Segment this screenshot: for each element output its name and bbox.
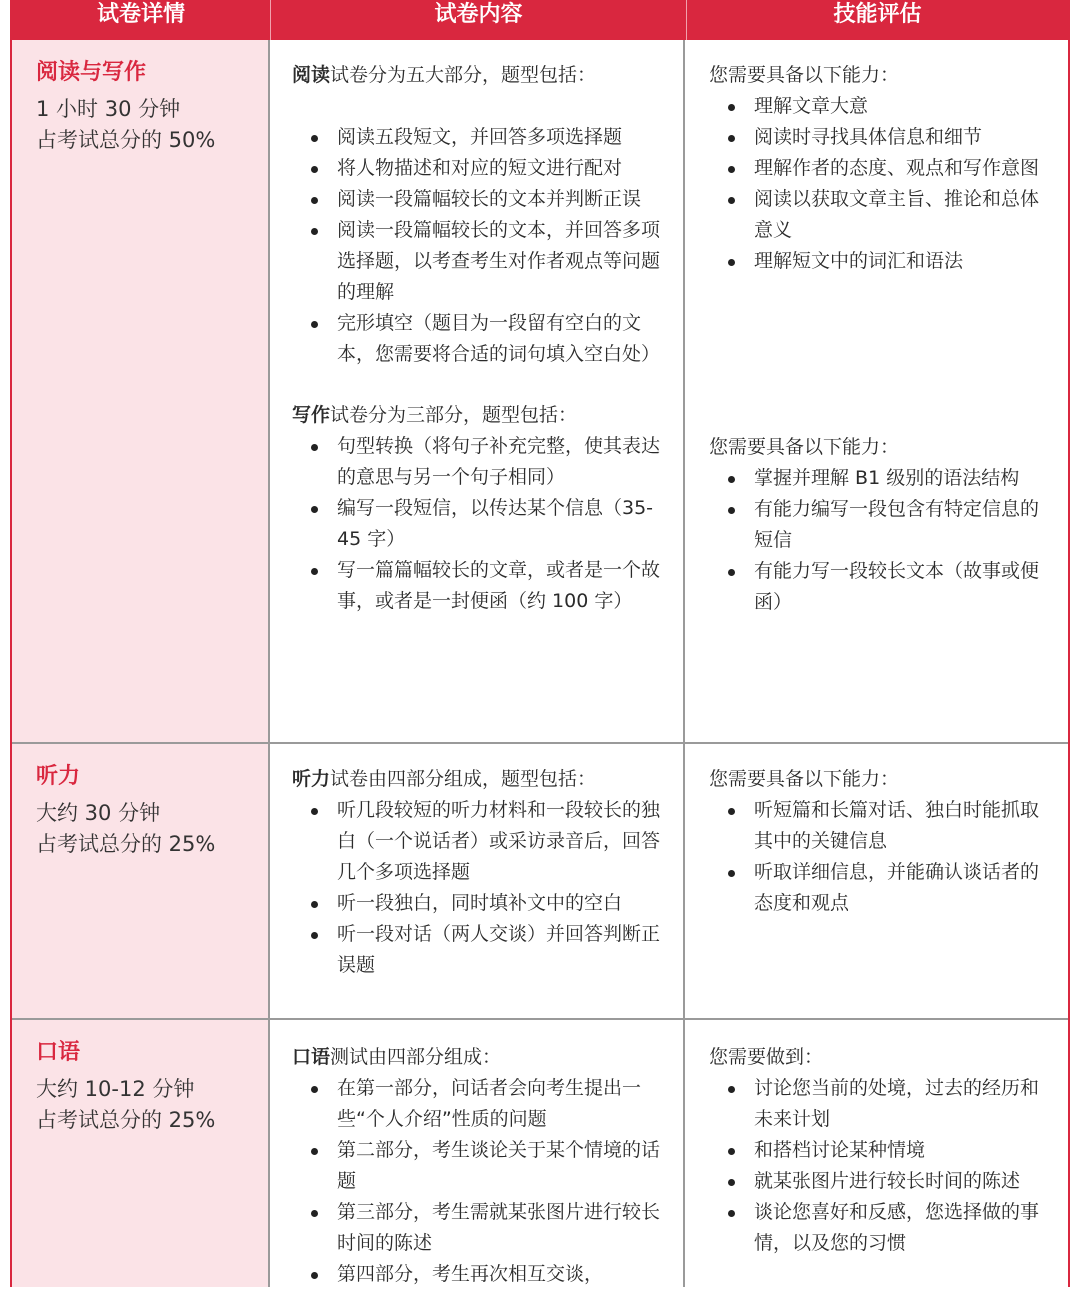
speaking-skills-intro: 您需要做到： [709,1046,824,1068]
section-skills-listening [685,744,1068,1018]
list-item: 听一段对话（两人交谈）并回答判断正误题 [292,919,663,981]
speaking-intro-text: 测试由四部分组成： [330,1046,502,1068]
list-item: 阅读一段篇幅较长的文本并判断正误 [292,184,663,215]
list-item: 有能力编写一段包含有特定信息的短信 [709,494,1048,556]
reading-lead: 阅读 [292,64,331,86]
writing-skills-intro: 您需要具备以下能力： [709,436,900,458]
list-item: 听取详细信息，并能确认谈话者的态度和观点 [709,857,1048,919]
listening-skills-list [709,795,1048,919]
list-item: 将人物描述和对应的短文进行配对 [292,153,663,184]
table-header [12,0,1068,40]
list-item: 理解文章大意 [709,91,1048,122]
listening-lead: 听力 [292,768,331,790]
list-item: 听一段独白，同时填补文中的空白 [292,888,663,919]
row-reading-writing [12,40,1068,742]
row-speaking [12,1020,1068,1287]
list-item: 和搭档讨论某种情境 [709,1135,1048,1166]
section-weight: 占考试总分的 25% [36,832,216,856]
section-duration: 1 小时 30 分钟 [36,97,181,121]
list-item: 听几段较短的听力材料和一段较长的独白（一个说话者）或采访录音后，回答几个多项选择题 [292,795,663,888]
writing-intro-text: 试卷分为三部分，题型包括： [330,404,578,426]
reading-task-list [292,122,663,370]
listening-intro [292,764,663,795]
section-skills-speaking [685,1020,1068,1287]
list-item: 阅读以获取文章主旨、推论和总体意义 [709,184,1048,246]
reading-intro [292,60,663,91]
section-details-reading-writing [12,40,270,742]
section-title: 口语 [36,1040,81,1065]
section-skills-reading-writing [685,40,1068,742]
speaking-skills-list [709,1073,1048,1259]
reading-skills-intro: 您需要具备以下能力： [709,64,900,86]
section-content-reading-writing [270,40,685,742]
header-exam-content: 试卷内容 [271,0,687,40]
section-content-speaking [270,1020,685,1287]
listening-task-list [292,795,663,981]
reading-intro-text: 试卷分为五大部分，题型包括： [330,64,597,86]
list-item: 讨论您当前的处境，过去的经历和未来计划 [709,1073,1048,1135]
list-item: 完形填空（题目为一段留有空白的文本，您需要将合适的词句填入空白处） [292,308,663,370]
speaking-task-list [292,1073,663,1290]
writing-task-list [292,431,663,617]
list-item: 阅读五段短文，并回答多项选择题 [292,122,663,153]
section-content-listening [270,744,685,1018]
section-details-listening [12,744,270,1018]
list-item: 第二部分，考生谈论关于某个情境的话题 [292,1135,663,1197]
writing-skills-list [709,463,1048,618]
list-item: 理解作者的态度、观点和写作意图 [709,153,1048,184]
list-item: 掌握并理解 B1 级别的语法结构 [709,463,1048,494]
speaking-lead: 口语 [292,1046,331,1068]
list-item: 听短篇和长篇对话、独白时能抓取其中的关键信息 [709,795,1048,857]
listening-skills-intro: 您需要具备以下能力： [709,768,900,790]
section-weight: 占考试总分的 50% [36,128,216,152]
section-title: 听力 [36,764,81,789]
list-item: 谈论您喜好和反感，您选择做的事情，以及您的习惯 [709,1197,1048,1259]
exam-table [10,0,1070,1287]
speaking-intro [292,1042,663,1073]
list-item: 在第一部分，问话者会向考生提出一些“个人介绍”性质的问题 [292,1073,663,1135]
writing-lead: 写作 [292,404,331,426]
reading-skills-list [709,91,1048,277]
header-skills-assessment: 技能评估 [833,2,922,27]
section-title: 阅读与写作 [36,60,147,85]
section-duration: 大约 30 分钟 [36,801,161,825]
list-item: 第四部分，考生再次相互交谈， [292,1259,663,1290]
list-item: 理解短文中的词汇和语法 [709,246,1048,277]
list-item: 阅读一段篇幅较长的文本，并回答多项选择题，以考查考生对作者观点等问题的理解 [292,215,663,308]
list-item: 句型转换（将句子补充完整，使其表达的意思与另一个句子相同） [292,431,663,493]
section-details-speaking [12,1020,270,1287]
row-listening [12,744,1068,1018]
listening-intro-text: 试卷由四部分组成，题型包括： [330,768,597,790]
section-weight: 占考试总分的 25% [36,1108,216,1132]
list-item: 有能力写一段较长文本（故事或便函） [709,556,1048,618]
list-item: 阅读时寻找具体信息和细节 [709,122,1048,153]
list-item: 第三部分，考生需就某张图片进行较长时间的陈述 [292,1197,663,1259]
section-duration: 大约 10-12 分钟 [36,1077,195,1101]
writing-intro [292,400,663,431]
header-exam-details: 试卷详情 [12,0,271,40]
list-item: 编写一段短信，以传达某个信息（35-45 字） [292,493,663,555]
list-item: 写一篇篇幅较长的文章，或者是一个故事，或者是一封便函（约 100 字） [292,555,663,617]
list-item: 就某张图片进行较长时间的陈述 [709,1166,1048,1197]
